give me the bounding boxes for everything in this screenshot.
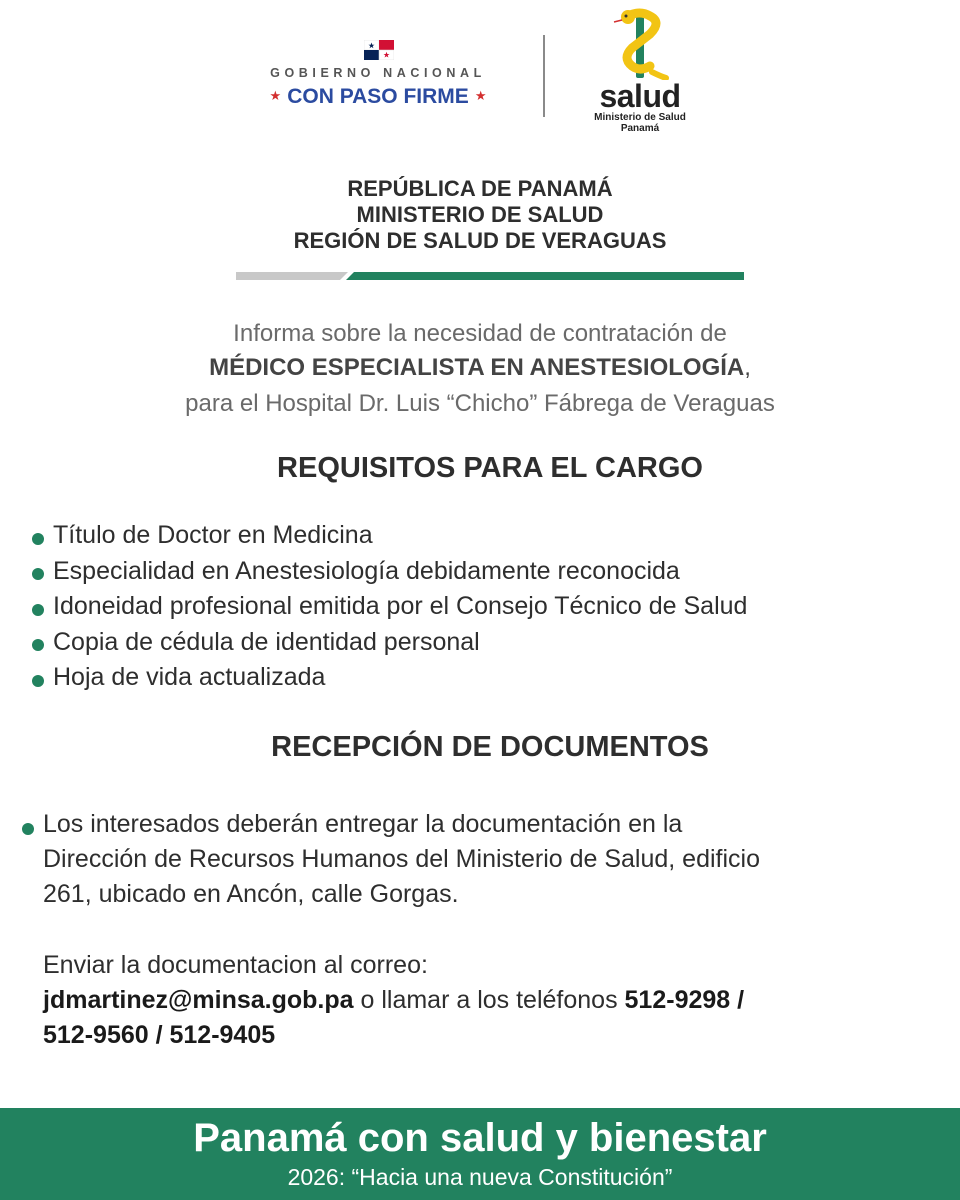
intro-position (0, 354, 960, 382)
bullet-icon (32, 675, 44, 687)
footer-subtitle: 2026: “Hacia una nueva Constitución” (287, 1164, 673, 1190)
star-icon: ★ (269, 88, 282, 103)
gov-slogan: CON PASO FIRME (287, 85, 469, 108)
requirement-text: Hoja de vida actualizada (53, 663, 326, 692)
requirement-text: Especialidad en Anestesiología debidamente reconocida (53, 556, 680, 585)
bullet-icon (22, 823, 34, 835)
reception-text-line: 261, ubicado en Ancón, calle Gorgas. (43, 880, 459, 908)
phones-line (43, 1021, 275, 1050)
list-item (32, 589, 747, 625)
contact-line (43, 986, 744, 1015)
intro-hospital: para el Hospital Dr. Luis “Chicho” Fábrega de Veraguas (185, 390, 775, 417)
bullet-icon (32, 568, 44, 580)
government-logo (240, 40, 516, 120)
list-item (32, 518, 747, 554)
email-instruction: Enviar la documentacion al correo: (43, 951, 428, 979)
salud-subtitle: Ministerio de Salud (594, 112, 686, 123)
position-comma: , (744, 354, 751, 381)
intro-text: Informa sobre la necesidad de contratación de (233, 320, 727, 347)
institution-region: REGIÓN DE SALUD DE VERAGUAS (293, 228, 667, 253)
reception-title: RECEPCIÓN DE DOCUMENTOS (271, 731, 709, 763)
bullet-icon (32, 533, 44, 545)
bullet-icon (32, 604, 44, 616)
email-link[interactable]: jdmartinez@minsa.gob.pa (43, 986, 354, 1014)
phone-number[interactable]: 512-9298 / (624, 986, 745, 1014)
call-text: o llamar a los teléfonos (353, 986, 625, 1014)
header-divider-stripe (236, 272, 744, 280)
bullet-icon (32, 639, 44, 651)
reception-text-line: Dirección de Recursos Humanos del Ministerio de Salud, edificio (43, 845, 761, 873)
institution-country: REPÚBLICA DE PANAMÁ (347, 176, 613, 201)
logo-divider (543, 35, 545, 117)
requirements-title: REQUISITOS PARA EL CARGO (277, 452, 703, 484)
position-title: MÉDICO ESPECIALISTA EN ANESTESIOLOGÍA (209, 354, 745, 381)
requirement-text: Copia de cédula de identidad personal (53, 627, 480, 656)
footer-title: Panamá con salud y bienestar (193, 1116, 767, 1160)
list-item (32, 554, 747, 590)
gov-tagline-bottom (240, 85, 516, 109)
list-item (32, 625, 747, 661)
panama-flag-icon (364, 40, 394, 60)
gov-tagline-top: GOBIERNO NACIONAL (270, 66, 486, 80)
snake-emblem-icon (580, 8, 700, 80)
footer-banner (0, 1108, 960, 1200)
requirement-text: Título de Doctor en Medicina (53, 521, 373, 550)
minsa-logo (580, 8, 710, 138)
institution-ministry: MINISTERIO DE SALUD (356, 202, 604, 227)
list-item (32, 660, 747, 696)
reception-text-line: Los interesados deberán entregar la documentación en la (43, 810, 683, 838)
star-icon: ★ (474, 88, 487, 103)
salud-country: Panamá (620, 123, 660, 134)
requirements-list (32, 518, 747, 696)
phone-numbers[interactable]: 512-9560 / 512-9405 (43, 1021, 276, 1049)
requirement-text: Idoneidad profesional emitida por el Consejo Técnico de Salud (53, 592, 748, 621)
salud-wordmark: salud (599, 78, 681, 114)
